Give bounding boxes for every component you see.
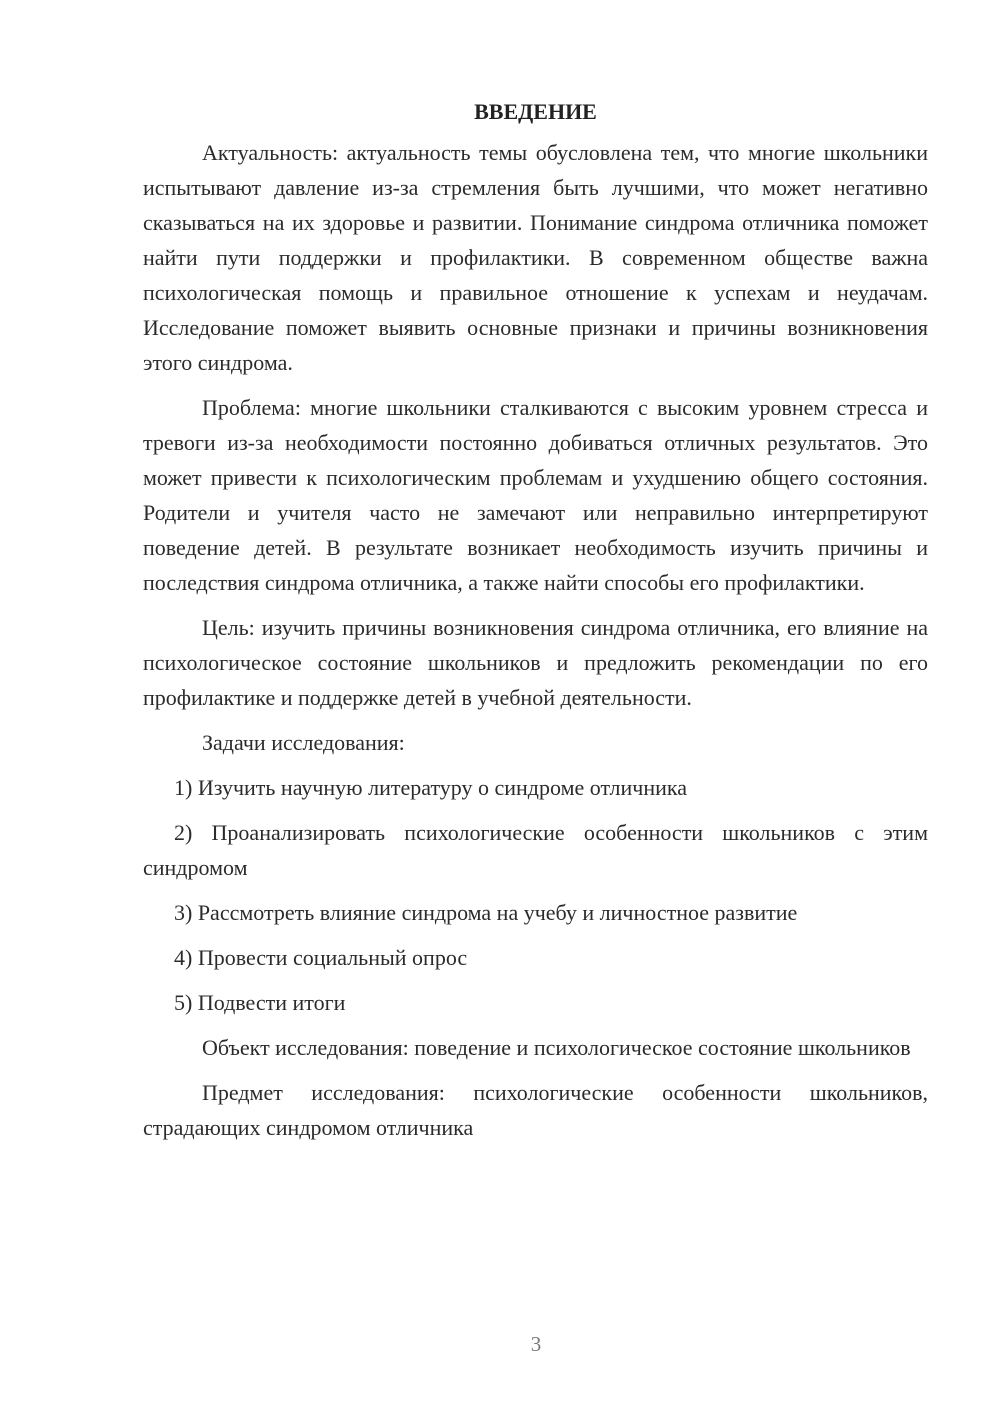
task-item-5: 5) Подвести итоги <box>174 990 346 1015</box>
page-number: 3 <box>530 1332 542 1356</box>
research-object-paragraph: Объект исследования: поведение и психологическое состояние школьников <box>202 1035 911 1060</box>
task-item-4: 4) Провести социальный опрос <box>174 945 468 970</box>
task-item-1: 1) Изучить научную литературу о синдроме отличника <box>174 775 688 800</box>
research-subject-paragraph: Предмет исследования: психологические особенности школьников, страдающих синдромом отличника <box>143 1080 928 1140</box>
relevance-paragraph: Актуальность: актуальность темы обусловлена тем, что многие школьники испытывают давление из-за стремления быть лучшими, что может негативно сказываться на их здоровье и развитии. Понимание синдрома отличника поможет найти пути поддержки и профилактики. В современном обществе важна психологическая помощь и правильное отношение к успехам и неудачам. Исследование поможет выявить основные признаки и причины возникновения этого синдрома. <box>143 140 928 375</box>
tasks-heading: Задачи исследования: <box>202 730 405 755</box>
task-item-2: 2) Проанализировать психологические особенности школьников с этим синдромом <box>143 820 928 880</box>
section-title: ВВЕДЕНИЕ <box>474 99 597 124</box>
task-item-3: 3) Рассмотреть влияние синдрома на учебу и личностное развитие <box>174 900 798 925</box>
goal-paragraph: Цель: изучить причины возникновения синдрома отличника, его влияние на психологическое состояние школьников и предложить рекомендации по его профилактике и поддержке детей в учебной деятельности. <box>143 615 928 710</box>
problem-paragraph: Проблема: многие школьники сталкиваются с высоким уровнем стресса и тревоги из-за необходимости постоянно добиваться отличных результатов. Это может привести к психологическим проблемам и ухудшению общего состояния. Родители и учителя часто не замечают или неправильно интерпретируют поведение детей. В результате возникает необходимость изучить причины и последствия синдрома отличника, а также найти способы его профилактики. <box>143 395 928 595</box>
page-content <box>143 94 928 1155</box>
